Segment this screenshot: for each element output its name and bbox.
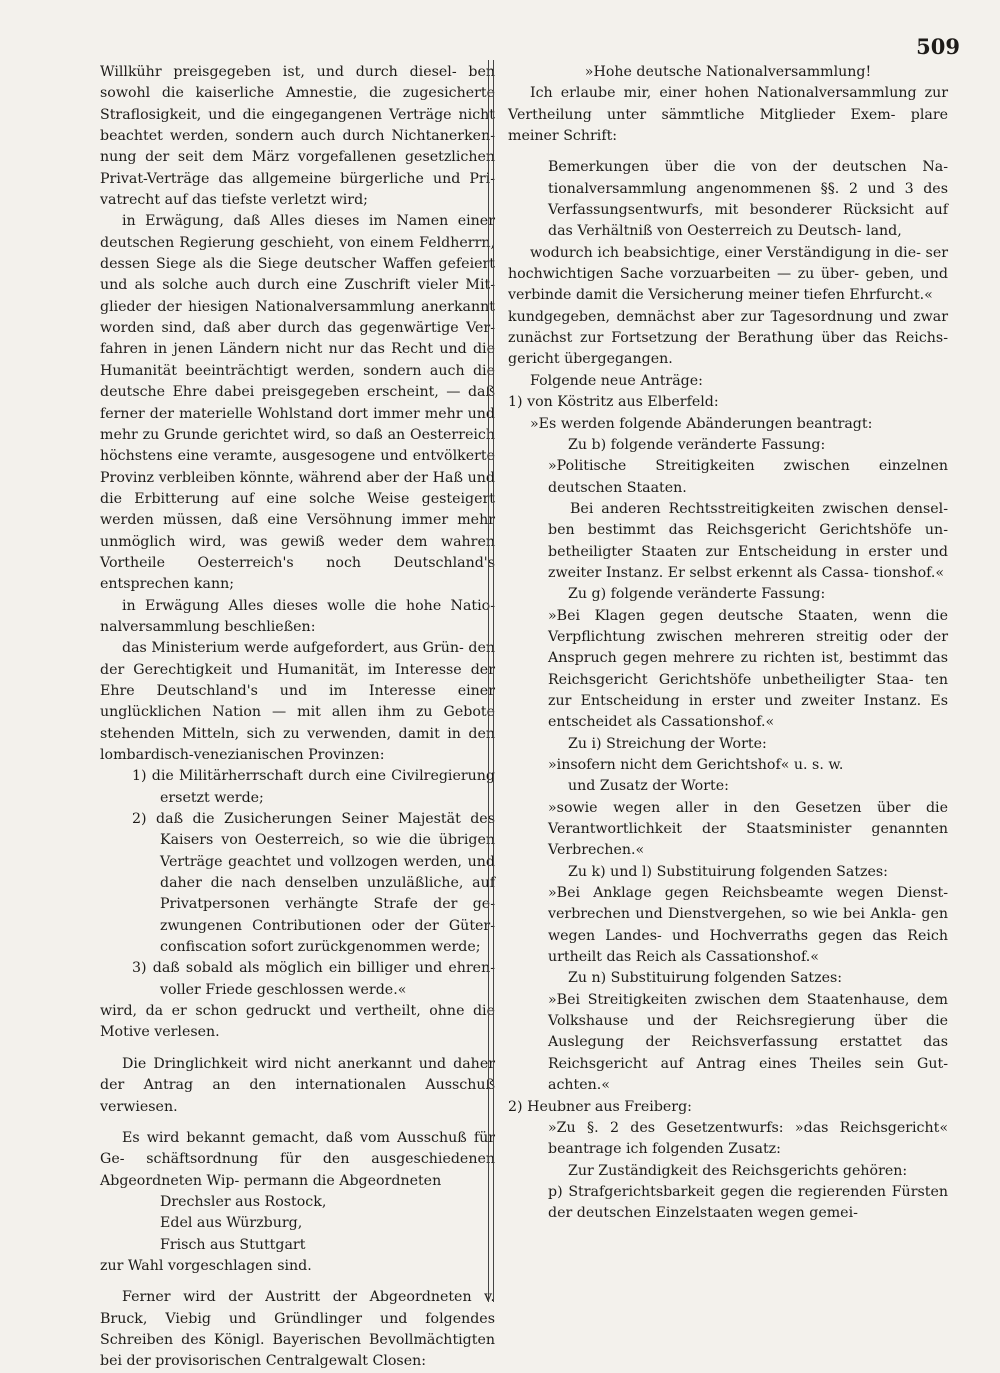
name-entry: Edel aus Würzburg, (160, 1215, 303, 1232)
paragraph: das Ministerium werde aufgefordert, aus Grün- den der Gerechtigkeit und Humanität, im Interesse der Ehre Deutschland's und im Interesse einer unglücklichen Nation — mit allen ihm zu Gebote stehenden Mitteln, sich zu verwenden, damit in den lombardisch-venezianischen Provinzen: (100, 640, 495, 763)
left-column (100, 62, 495, 1373)
paragraph: Ich erlaube mir, einer hohen Nationalversammlung zur Vertheilung unter sämmtliche Mitglieder Exem- plare meiner Schrift: (508, 85, 948, 145)
amendment-label: Zur Zuständigkeit des Reichsgerichts gehören: (568, 1162, 908, 1179)
salutation: »Hohe deutsche Nationalversammlung! (584, 64, 872, 80)
motion-header: 1) von Köstritz aus Elberfeld: (508, 394, 719, 411)
amendment-label: und Zusatz der Worte: (568, 778, 729, 795)
list-item: 2) daß die Zusicherungen Seiner Majestät des Kaisers von Oesterreich, so wie die übrigen Verträge geachtet und vollzogen werden, und daher die nach denselben unzuläßliche, auf Privatpersonen verhängte Strafe der ge- zwungenen Contributionen oder der Güter- confiscation sofort zurückgenommen werde; (132, 811, 495, 956)
paragraph: in Erwägung, daß Alles dieses im Namen einer deutschen Regierung geschieht, von einem Feldherrn, dessen Siege als die Siege deutscher Waffen gefeiert und als solche auch durch eine Zuschrift vieler Mit- glieder der hiesigen Nationalversammlung anerkannt worden sind, daß aber durch das gegenwärtige Ver- fahren in jenen Ländern nicht nur das Recht und die Humanität beeinträchtigt werden, sondern auch die deutsche Ehre dabei preisgegeben erscheint, — daß ferner der materielle Wohlstand dort immer mehr und mehr zu Grunde gerichtet wird, so daß an Oesterreich höchstens eine veramte, ausgesogene und entvölkerte Provinz verbleiben könnte, während aber der Haß und die Erbitterung auf eine solche Weise gesteigert werden müssen, daß eine Versöhnung immer mehr unmöglich wird, was gewiß weder dem wahren Vortheile Oesterreich's noch Deutschland's entsprechen kann; (100, 213, 495, 593)
amendment-label: Zu g) folgende veränderte Fassung: (568, 586, 826, 603)
paragraph: Willkühr preisgegeben ist, und durch diesel- ben sowohl die kaiserliche Amnestie, die zugesicherte Straflosigkeit, und die eingegangenen Verträge nicht beachtet werden, sondern auch durch Nichtanerken- nung der seit dem März vorgefallenen gesetzlichen Privat-Verträge das allgemeine bürgerliche und Pri- vatrecht auf das tiefste verletzt wird; (100, 64, 495, 209)
paragraph: Ferner wird der Austritt der Abgeordneten v. Bruck, Viebig und Gründlinger und folgendes Schreiben des Königl. Bayerischen Bevollmächtigten bei der provisorischen Centralgewalt Closen: (100, 1289, 495, 1370)
paragraph: »Es werden folgende Abänderungen beantragt: (530, 415, 873, 432)
amendment-text: »insofern nicht dem Gerichtshof« u. s. w. (548, 757, 844, 773)
paragraph: zur Wahl vorgeschlagen sind. (100, 1257, 312, 1274)
paragraph: Die Dringlichkeit wird nicht anerkannt und daher der Antrag an den internationalen Ausschuß verwiesen. (100, 1055, 495, 1115)
amendment-text: »Politische Streitigkeiten zwischen einzelnen deutschen Staaten. (548, 458, 948, 496)
amendment-text: »Bei Streitigkeiten zwischen dem Staatenhause, dem Volkshause und der Reichsregierung über die Auslegung der Reichsverfassung erstattet das Reichsgericht auf Antrag eines Theiles sein Gut- achten.« (548, 991, 948, 1094)
paragraph: Es wird bekannt gemacht, daß vom Ausschuß für Ge- schäftsordnung für den ausgeschiedenen Abgeordneten Wip- permann die Abgeordneten (100, 1129, 495, 1189)
name-entry: Drechsler aus Rostock, (160, 1193, 327, 1210)
book-title: Bemerkungen über die von der deutschen Na- tionalversammlung angenommenen §§. 2 und 3 des Verfassungsentwurfs, mit besonderer Rücksicht auf das Verhältniß von Oesterreich zu Deutsch- land, (548, 159, 948, 240)
paragraph: wodurch ich beabsichtige, einer Verständigung in die- ser hochwichtigen Sache vorzuarbeiten — zu über- geben, und verbinde damit die Versicherung meiner tiefen Ehrfurcht.« (508, 244, 948, 304)
paragraph: kundgegeben, demnächst aber zur Tagesordnung und zwar zunächst zur Fortsetzung der Berathung über das Reichs- gericht übergegangen. (508, 308, 948, 368)
column-divider (488, 60, 494, 1302)
amendment-text: »sowie wegen aller in den Gesetzen über die Verantwortlichkeit der Staatsminister genannten Verbrechen.« (548, 799, 948, 859)
amendment-text: p) Strafgerichtsbarkeit gegen die regierenden Fürsten der deutschen Einzelstaaten wegen gemei- (548, 1183, 948, 1222)
amendment-text: »Zu §. 2 des Gesetzentwurfs: »das Reichsgericht« beantrage ich folgenden Zusatz: (548, 1119, 948, 1158)
paragraph: Folgende neue Anträge: (530, 372, 703, 389)
amendment-text: Bei anderen Rechtsstreitigkeiten zwischen densel- ben bestimmt das Reichsgericht Gerichtshöfe un- betheiligter Staaten zur Entscheidung in erster und zweiter Instanz. Er selbst erkennt als Cassa- tionshof.« (548, 500, 948, 581)
list-item: 3) daß sobald als möglich ein billiger und ehren- voller Friede geschlossen werde.« (132, 960, 495, 998)
paragraph: in Erwägung Alles dieses wolle die hohe Natio- nalversammlung beschließen: (100, 597, 495, 635)
amendment-label: Zu b) folgende veränderte Fassung: (568, 436, 826, 453)
amendment-label: Zu i) Streichung der Worte: (568, 735, 767, 752)
amendment-text: »Bei Klagen gegen deutsche Staaten, wenn die Verpflichtung zwischen mehreren streitig oder der Anspruch gegen mehrere zu richten ist, bestimmt das Reichsgericht Gerichtshöfe unbetheiligter Staa- ten zur Entscheidung in erster und zweiter Instanz. Es entscheidet als Cassationshof.« (548, 607, 948, 731)
list-item: 1) die Militärherrschaft durch eine Civilregierung ersetzt werde; (132, 768, 495, 806)
paragraph: wird, da er schon gedruckt und vertheilt, ohne die Motive verlesen. (100, 1003, 495, 1041)
page-number: 509 (916, 34, 960, 59)
amendment-label: Zu k) und l) Substituirung folgenden Satzes: (568, 863, 888, 880)
amendment-label: Zu n) Substituirung folgenden Satzes: (568, 970, 843, 987)
name-entry: Frisch aus Stuttgart (160, 1236, 306, 1253)
amendment-text: »Bei Anklage gegen Reichsbeamte wegen Dienst- verbrechen und Dienstvergehen, so wie bei Ankla- gen wegen Landes- und Hochverraths gegen das Reich urtheilt das Reich als Cassationshof.« (548, 885, 948, 966)
right-column (508, 62, 948, 1225)
motion-header: 2) Heubner aus Freiberg: (508, 1098, 692, 1115)
